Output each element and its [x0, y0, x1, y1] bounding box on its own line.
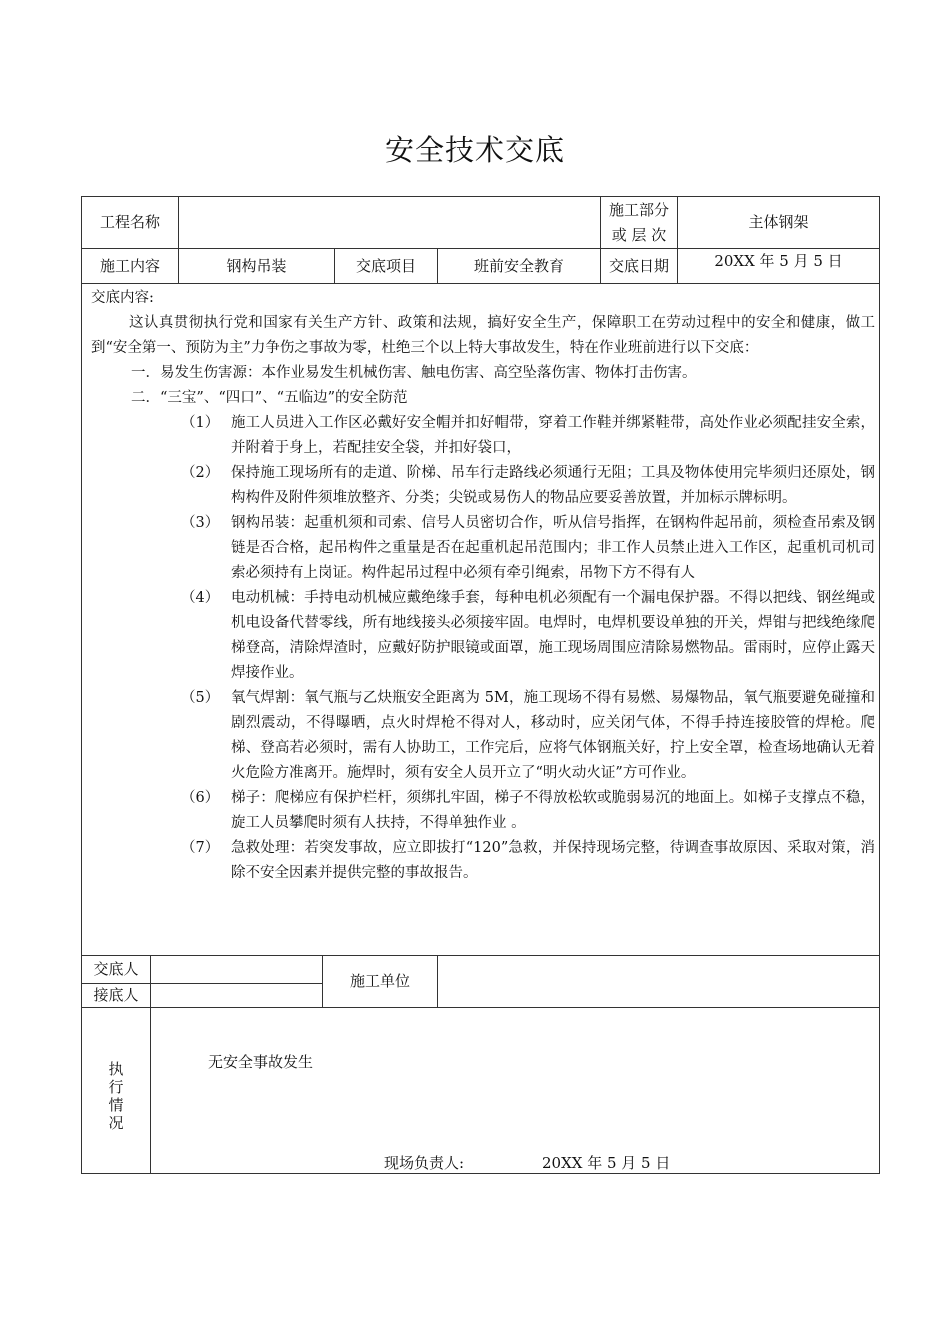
section-label: [601, 197, 677, 248]
list-item: [91, 836, 875, 886]
list-item-number: （6）: [181, 790, 220, 806]
discloser-label: 交底人: [93, 960, 139, 978]
page-title: 安全技术交底: [384, 133, 565, 167]
list-item-text: 氧气焊割：氧气瓶与乙炔瓶安全距离为 5M，施工现场不得有易燃、易爆物品，氧气瓶要避免碰撞和剧烈震动，不得曝晒，点火时焊枪不得对人，移动时，应关闭气体，不得手持连接胶管的焊枪。爬梯、登高若必须时，需有人协助工，工作完后，应将气体钢瓶关好，拧上安全罩，检查场地确认无着火危险方准离开。施焊时，须有安全人员开立了“明火动火证”方可作业。: [231, 690, 875, 781]
list-item-text: 施工人员进入工作区必戴好安全帽并扣好帽带，穿着工作鞋并绑紧鞋带，高处作业必须配挂安全索，并附着于身上，若配挂安全袋，并扣好袋口，: [231, 415, 875, 456]
project-name-label: 工程名称: [99, 213, 160, 231]
list-item: [91, 411, 875, 461]
section-label-line1: 施工部分: [608, 200, 669, 219]
unit-value[interactable]: [438, 956, 879, 1007]
execution-date: 20XX 年 5 月 5 日: [542, 1154, 671, 1172]
execution-label: [106, 1060, 126, 1132]
execution-note: 无安全事故发生: [208, 1053, 314, 1071]
date-label: 交底日期: [608, 256, 669, 275]
list-item-number: （7）: [181, 840, 220, 856]
section-label-line2: 或 层 次: [611, 225, 667, 244]
receiver-value[interactable]: [151, 984, 322, 1007]
execution-label-char: 况: [108, 1114, 124, 1132]
list-item: [91, 461, 875, 511]
list-item-number: （1）: [181, 415, 220, 431]
receiver-label: 接底人: [93, 986, 139, 1004]
item-value[interactable]: 班前安全教育: [473, 256, 564, 275]
list-item: [91, 786, 875, 836]
list-item-number: （4）: [181, 590, 220, 606]
list-item-text: 保持施工现场所有的走道、阶梯、吊车行走路线必须通行无阻；工具及物体使用完毕须归还原处，钢构构件及附件须堆放整齐、分类；尖锐或易伤人的物品应要妥善放置，并加标示牌标明。: [231, 465, 875, 506]
content-section-2: 二．“三宝”、“四口”、“五临边”的安全防范: [131, 390, 408, 406]
row-divider: [82, 1007, 879, 1008]
project-name-value[interactable]: [179, 197, 600, 248]
site-manager-label: 现场负责人:: [384, 1154, 465, 1172]
list-item-text: 梯子：爬梯应有保护栏杆，须绑扎牢固，梯子不得放松软或脆弱易沉的地面上。如梯子支撑点不稳，旋工人员攀爬时须有人扶持，不得单独作业 。: [231, 790, 875, 831]
disclosure-form: [81, 196, 880, 1174]
content-heading: 交底内容:: [91, 290, 154, 306]
list-item-number: （2）: [181, 465, 220, 481]
section-value[interactable]: 主体钢架: [748, 213, 809, 231]
content-intro: 这认真贯彻执行党和国家有关生产方针、政策和法规，搞好安全生产，保障职工在劳动过程中的安全和健康，做工到“安全第一、预防为主”力争伤之事故为零，杜绝三个以上特大事故发生，特在作业班前进行以下交底：: [91, 315, 875, 356]
content-section-1: 一．易发生伤害源：本作业易发生机械伤害、触电伤害、高空坠落伤害、物体打击伤害。: [131, 365, 697, 381]
disclosure-content: [91, 286, 875, 886]
list-item: [91, 686, 875, 786]
execution-label-char: 执: [108, 1060, 124, 1078]
date-value[interactable]: 20XX 年 5 月 5 日: [714, 251, 843, 270]
list-item-text: 钢构吊装：起重机须和司索、信号人员密切合作，听从信号指挥，在钢构件起吊前，须检查吊索及钢链是否合格，起吊构件之重量是否在起重机起吊范围内；非工作人员禁止进入工作区，起重机司机司索必须持有上岗证。构件起吊过程中必须有牵引绳索，吊物下方不得有人: [231, 515, 875, 581]
row-divider: [82, 283, 879, 284]
list-item-number: （5）: [181, 690, 220, 706]
execution-label-char: 情: [108, 1096, 124, 1114]
discloser-value[interactable]: [151, 956, 322, 983]
list-item-text: 急救处理：若突发事故，应立即拔打“120”急救，并保持现场完整，待调查事故原因、采取对策，消除不安全因素并提供完整的事故报告。: [231, 840, 875, 881]
list-item-number: （3）: [181, 515, 220, 531]
list-item: [91, 586, 875, 686]
work-content-label: 施工内容: [99, 256, 160, 275]
item-label: 交底项目: [355, 256, 416, 275]
work-content-value[interactable]: 钢构吊装: [226, 256, 287, 275]
execution-label-char: 行: [108, 1078, 124, 1096]
unit-label: 施工单位: [349, 972, 410, 990]
list-item-text: 电动机械：手持电动机械应戴绝缘手套，每种电机必须配有一个漏电保护器。不得以把线、钢丝绳或机电设备代替零线，所有地线接头必须接牢固。电焊时，电焊机要设单独的开关，焊钳与把线绝缘爬梯登高，清除焊渣时，应戴好防护眼镜或面罩，施工现场周围应清除易燃物品。雷雨时，应停止露天焊接作业。: [231, 590, 875, 681]
list-item: [91, 511, 875, 586]
